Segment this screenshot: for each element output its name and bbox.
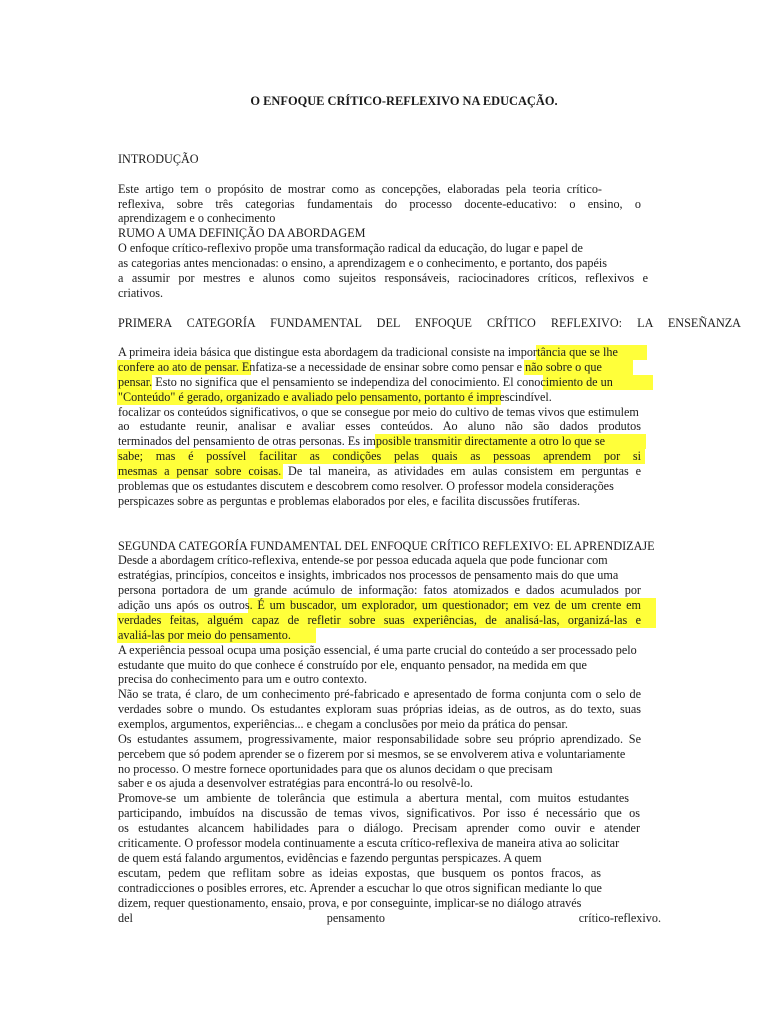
section-heading: RUMO A UMA DEFINIÇÃO DA ABORDAGEM	[118, 226, 366, 240]
text-line: criticamente. O professor modela continuamente a escuta crítico-reflexiva de maneira ativa ao solicitar	[118, 836, 620, 850]
text-line: Este artigo tem o propósito de mostrar como as concepções, elaboradas pela teoria crítico-	[118, 182, 602, 196]
text-line: reflexiva, sobre três categorias fundamentais do processo docente-educativo: o ensino, o	[118, 197, 641, 211]
text-line: del pensamento crítico-reflexivo.	[118, 911, 661, 925]
text-line: os estudantes alcancem habilidades para o diálogo. Precisam aprender como ouvir e atender	[118, 821, 640, 835]
text-line: exemplos, argumentos, experiências... e chegam a conclusões por meio da prática do pensar.	[118, 717, 568, 731]
document-title: O ENFOQUE CRÍTICO-REFLEXIVO NA EDUCAÇÃO.	[250, 94, 558, 108]
text-line: terminados del pensamiento de otras personas. Es imposible transmitir directamente a otro lo que se	[118, 434, 606, 448]
text-line: sabe; mas é possível facilitar as condições pelas quais as pessoas aprendem por si	[118, 449, 641, 463]
text-line: Desde a abordagem crítico-reflexiva, entende-se por pessoa educada aquela que pode funcionar com	[118, 553, 608, 567]
text-line: Os estudantes assumem, progressivamente, maior responsabilidade sobre seu próprio aprendizado. Se	[118, 732, 641, 746]
text-line: criativos.	[118, 286, 164, 300]
text-line: estudante que muito do que conhece é construído por ele, enquanto pensador, na medida em que	[118, 658, 587, 672]
section-heading: PRIMERA CATEGORÍA FUNDAMENTAL DEL ENFOQUE CRÍTICO REFLEXIVO: LA ENSEÑANZA	[118, 316, 741, 330]
text-line: A primeira ideia básica que distingue esta abordagem da tradicional consiste na importância que se lhe	[118, 345, 618, 359]
text-line: adição uns após os outros. É um buscador, um explorador, um questionador; em vez de um crente em	[118, 598, 641, 612]
text-line: ao estudante reunir, analisar e avaliar esses conteúdos. Ao aluno não são dados produtos	[118, 419, 641, 433]
text-line: Não se trata, é claro, de um conhecimento pré-fabricado e apresentado de forma conjunta com o selo de	[118, 687, 641, 701]
text-line: contradicciones o posibles errores, etc. Aprender a escuchar lo que otros significan mediante lo que	[118, 881, 602, 895]
section-heading: SEGUNDA CATEGORÍA FUNDAMENTAL DEL ENFOQUE CRÍTICO REFLEXIVO: EL APRENDIZAJE	[118, 539, 655, 553]
text-line: mesmas a pensar sobre coisas. De tal maneira, as atividades em aulas consistem em perguntas e	[118, 464, 641, 478]
text-line: precisa do conhecimento para um e outro contexto.	[118, 672, 368, 686]
text-line: confere ao ato de pensar. Enfatiza-se a necessidade de ensinar sobre como pensar e não sobre o que	[118, 360, 602, 374]
text-line: O enfoque crítico-reflexivo propõe uma transformação radical da educação, do lugar e papel de	[118, 241, 583, 255]
text-line: verdades sobre o mundo. Os estudantes exploram suas próprias ideias, as de outros, as do texto, suas	[118, 702, 641, 716]
section-heading: INTRODUÇÃO	[118, 152, 199, 166]
text-line: percebem que só podem aprender se o fizerem por si mesmos, se se envolverem ativa e voluntariamente	[118, 747, 626, 761]
text-line: avaliá-las por meio do pensamento.	[118, 628, 291, 642]
text-line: "Conteúdo" é gerado, organizado e avaliado pelo pensamento, portanto é imprescindível.	[118, 390, 552, 404]
text-line: aprendizagem e o conhecimento	[118, 211, 276, 225]
text-line: perspicazes sobre as perguntas e problemas elaborados por eles, e facilita discussões frutíferas.	[118, 494, 581, 508]
text-line: a assumir por mestres e alunos como sujeitos responsáveis, raciocinadores críticos, reflexivos e	[118, 271, 648, 285]
text-line: A experiência pessoal ocupa uma posição essencial, é uma parte crucial do conteúdo a ser processado pelo	[118, 643, 637, 657]
text-line: no processo. O mestre fornece oportunidades para que os alunos decidam o que precisam	[118, 762, 553, 776]
text-line: as categorias antes mencionadas: o ensino, a aprendizagem e o conhecimento, e portanto, dos papéis	[118, 256, 608, 270]
text-line: participando, imbuídos na discussão de temas vivos, significativos. Por isso é necessário que os	[118, 806, 640, 820]
text-line: Promove-se um ambiente de tolerância que estimula a abertura mental, com muitos estudantes	[118, 791, 629, 805]
text-line: de quem está falando argumentos, evidências e fazendo perguntas perspicazes. A quem	[118, 851, 542, 865]
text-line: verdades feitas, alguém capaz de refletir sobre suas experiências, de analisá-las, organizá-las e	[118, 613, 641, 627]
text-line: dizem, requer questionamento, ensaio, prova, e por conseguinte, implicar-se no diálogo através	[118, 896, 582, 910]
text-line: focalizar os conteúdos significativos, o que se consegue por meio do cultivo de temas vivos que estimulem	[118, 405, 639, 419]
text-line: saber e os ajuda a desenvolver estratégias para encontrá-lo ou resolvê-lo.	[118, 776, 473, 790]
text-line: problemas que os estudantes discutem e descobrem como resolver. O professor modela considerações	[118, 479, 614, 493]
text-line: persona portadora de um grande acúmulo de informação: fatos atomizados e dados acumulados por	[118, 583, 641, 597]
text-line: escutam, pedem que reflitam sobre as ideias expostas, que busquem os pontos fracos, as	[118, 866, 601, 880]
text-line: estratégias, princípios, conceitos e insights, imbricados nos processos de pensamento mais do que uma	[118, 568, 619, 582]
text-line: pensar. Esto no significa que el pensamiento se independiza del conocimiento. El conocimiento de un	[118, 375, 613, 389]
